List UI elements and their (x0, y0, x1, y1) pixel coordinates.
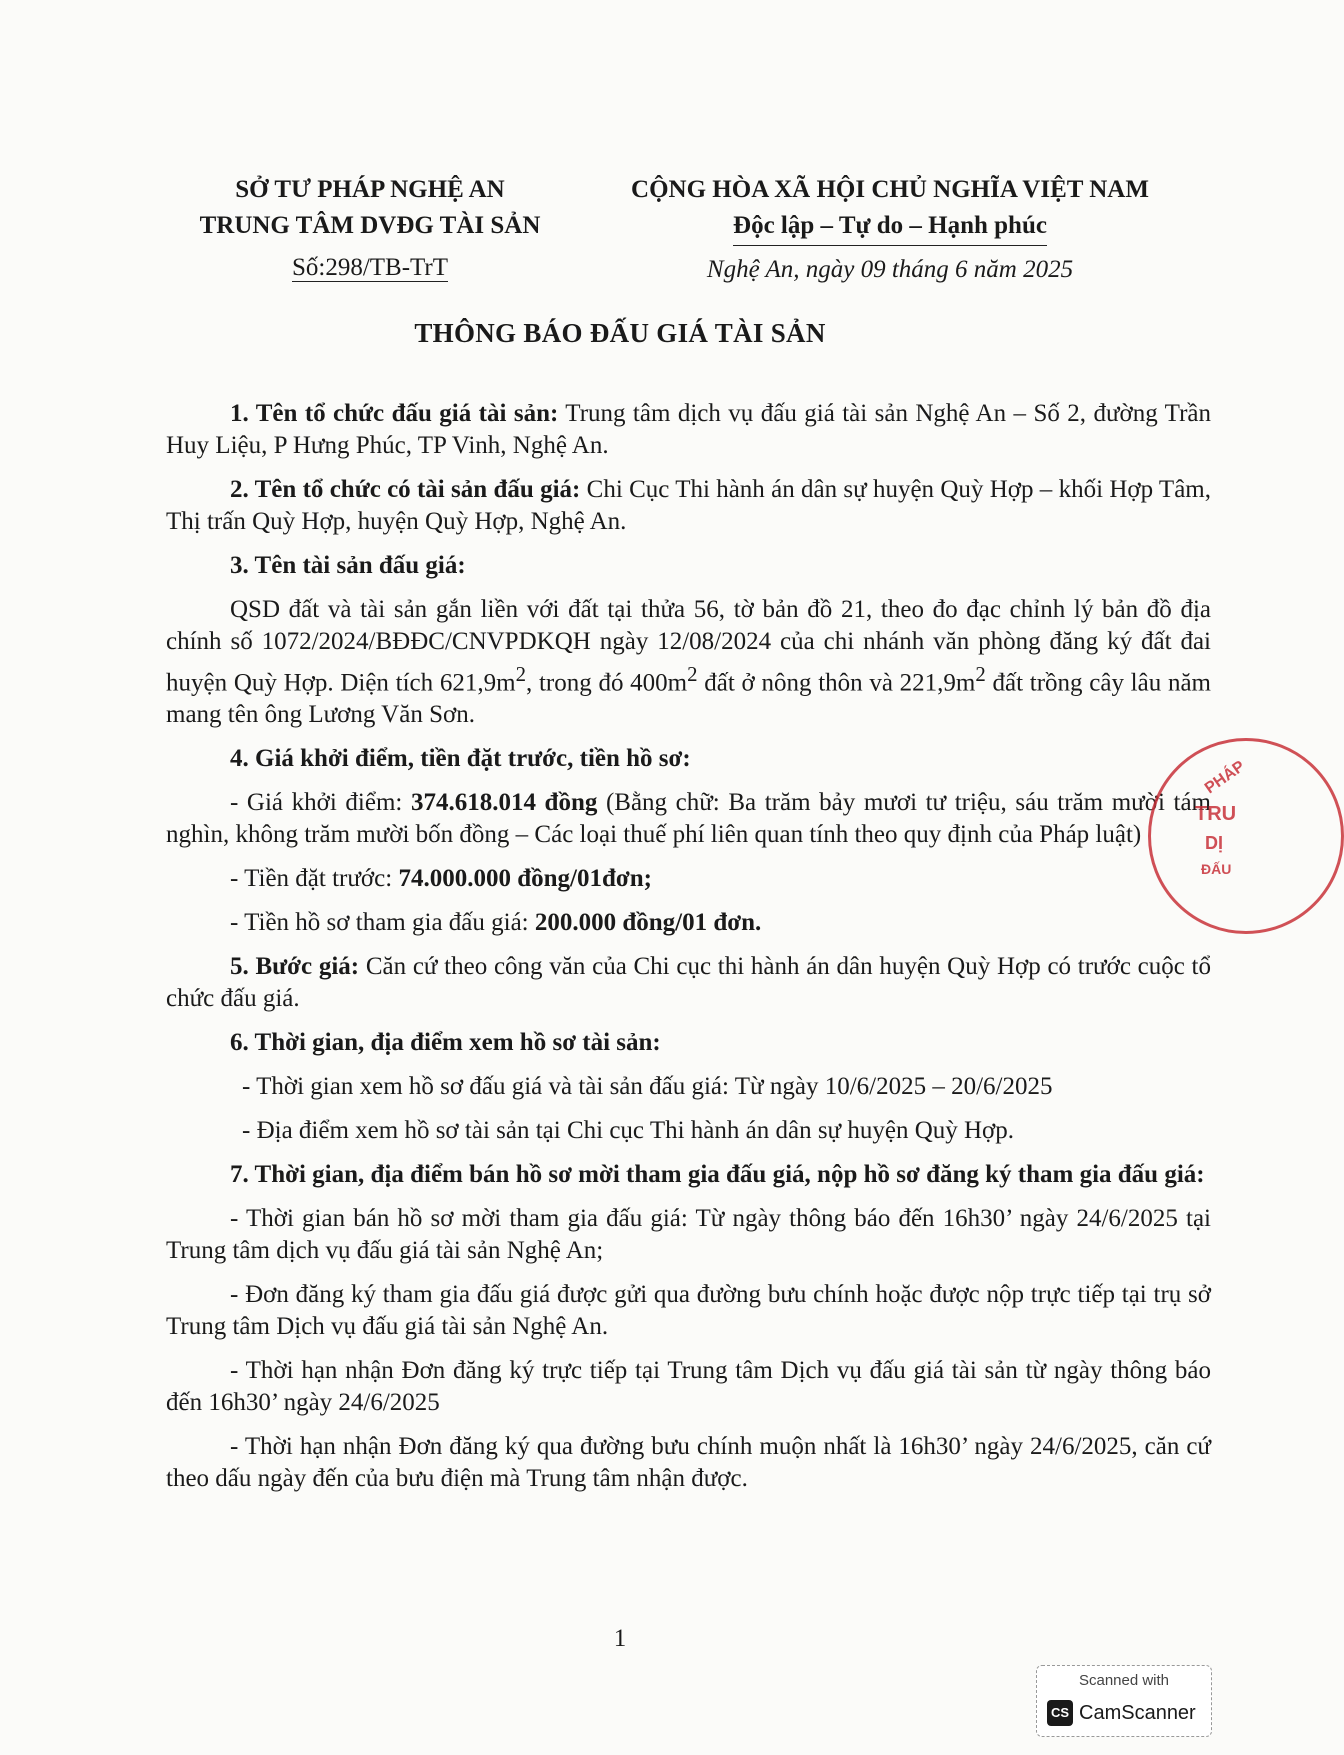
deposit-value: 74.000.000 đồng/01đơn; (398, 865, 652, 893)
section-1 (166, 398, 1211, 462)
section-7-heading (166, 1159, 1211, 1191)
s3-part-a: QSD đất và tài sản gắn liền với đất tại thửa 56, tờ bản đồ 21, theo đo đạc chỉnh lý bản đồ địa chính số 1072/2024/BĐĐC/CNVPDKQH ngày 12/08/2024 của chi nhánh văn phòng đăng ký đất đai huyện Quỳ Hợp. Diện tích 621,9m (166, 596, 1211, 697)
document-number-text: Số:298/TB-TrT (291, 254, 449, 281)
s7-item-2: - Đơn đăng ký tham gia đấu giá được gửi qua đường bưu chính hoặc được nộp trực tiếp tại trụ sở Trung tâm Dịch vụ đấu giá tài sản Nghệ An. (166, 1281, 1211, 1341)
agency-line-1: SỞ TƯ PHÁP NGHỆ AN (235, 176, 505, 203)
section-7-label: 7. Thời gian, địa điểm bán hồ sơ mời tham gia đấu giá, nộp hồ sơ đăng ký tham gia đấu giá: (230, 1161, 1205, 1189)
price-value: 374.618.014 đồng (410, 789, 598, 817)
section-4-label: 4. Giá khởi điểm, tiền đặt trước, tiền hồ sơ: (230, 745, 691, 773)
section-6-label: 6. Thời gian, địa điểm xem hồ sơ tài sản: (230, 1029, 661, 1057)
fee-prefix: - Tiền hồ sơ tham gia đấu giá: (230, 909, 535, 937)
price-text: (Bằng chữ: Ba trăm bảy mươi tư triệu, sáu trăm mười tám nghìn, không trăm mười bốn đồng – Các loại thuế phí liên quan tính theo quy định của Pháp luật) (166, 789, 1211, 849)
section-1-text: Trung tâm dịch vụ đấu giá tài sản Nghệ An – Số 2, đường Trần Huy Liệu, P Hưng Phúc, TP Vinh, Nghệ An. (166, 400, 1211, 459)
national-motto-text: Độc lập – Tự do – Hạnh phúc (733, 208, 1047, 246)
section-3-text (166, 594, 1211, 731)
s3-sup-2: 2 (687, 662, 698, 686)
camscanner-badge (1036, 1665, 1212, 1737)
page-number: 1 (613, 1625, 627, 1652)
starting-price (166, 787, 1211, 851)
section-2 (166, 474, 1211, 538)
scanned-with-text: Scanned with (1078, 1672, 1170, 1689)
agency-line-2: TRUNG TÂM DVĐG TÀI SẢN (199, 212, 541, 239)
dossier-fee (166, 907, 1211, 939)
price-prefix: - Giá khởi điểm: (230, 789, 411, 817)
deposit-prefix: - Tiền đặt trước: (230, 865, 399, 893)
stamp-text-2: TRU (1195, 803, 1237, 825)
section-3-heading (166, 550, 1211, 582)
camscanner-logo-icon: CS (1047, 1700, 1073, 1726)
stamp-text-1: PHÁP (1201, 757, 1249, 798)
section-6-heading (166, 1027, 1211, 1059)
s7-item-1: - Thời gian bán hồ sơ mời tham gia đấu giá: Từ ngày thông báo đến 16h30’ ngày 24/6/2025 tại Trung tâm dịch vụ đấu giá tài sản Nghệ An; (166, 1205, 1211, 1265)
section-1-label: 1. Tên tổ chức đấu giá tài sản: (230, 400, 559, 427)
deposit (166, 863, 1211, 895)
s6-item-2: - Địa điểm xem hồ sơ tài sản tại Chi cục Thi hành án dân sự huyện Quỳ Hợp. (242, 1117, 1015, 1145)
document-number (170, 250, 570, 286)
stamp-text-4: ĐẤU (1201, 861, 1232, 877)
section-2-text: Chi Cục Thi hành án dân sự huyện Quỳ Hợp – khối Hợp Tâm, Thị trấn Quỳ Hợp, huyện Quỳ Hợp, Nghệ An. (166, 476, 1211, 535)
document-date: Nghệ An, ngày 09 tháng 6 năm 2025 (706, 256, 1074, 283)
section-3-label: 3. Tên tài sản đấu giá: (230, 552, 466, 579)
s3-part-d: đất trồng cây lâu năm mang tên ông Lương Văn Sơn. (166, 669, 1211, 729)
section-5 (166, 951, 1211, 1015)
s3-part-b: , trong đó 400m (525, 669, 688, 697)
camscanner-name: CamScanner (1079, 1702, 1196, 1724)
section-4-heading (166, 743, 1211, 775)
s7-item-3: - Thời hạn nhận Đơn đăng ký trực tiếp tại Trung tâm Dịch vụ đấu giá tài sản từ ngày thông báo đến 16h30’ ngày 24/6/2025 (166, 1357, 1211, 1417)
document-title: THÔNG BÁO ĐẤU GIÁ TÀI SẢN (414, 318, 826, 348)
fee-value: 200.000 đồng/01 đơn. (534, 909, 762, 937)
agency-header (170, 172, 570, 286)
national-title: CỘNG HÒA XÃ HỘI CHỦ NGHĨA VIỆT NAM (631, 176, 1149, 203)
s7-item-4: - Thời hạn nhận Đơn đăng ký qua đường bưu chính muộn nhất là 16h30’ ngày 24/6/2025, căn cứ theo dấu ngày đến của bưu điện mà Trung tâm nhận được. (166, 1433, 1211, 1493)
section-5-text: Căn cứ theo công văn của Chi cục thi hành án dân huyện Quỳ Hợp có trước cuộc tổ chức đấu giá. (166, 953, 1211, 1013)
s3-part-c: đất ở nông thôn và 221,9m (697, 669, 976, 697)
official-stamp (1148, 738, 1344, 934)
section-5-label: 5. Bước giá: (230, 953, 360, 981)
s6-item-1: - Thời gian xem hồ sơ đấu giá và tài sản đấu giá: Từ ngày 10/6/2025 – 20/6/2025 (242, 1073, 1053, 1101)
section-2-label: 2. Tên tổ chức có tài sản đấu giá: (230, 476, 581, 503)
s3-sup-1: 2 (515, 662, 526, 686)
national-header (590, 172, 1190, 288)
document-body (166, 398, 1211, 1507)
stamp-text-3: DỊ (1205, 833, 1223, 853)
s3-sup-3: 2 (975, 662, 986, 686)
national-motto (590, 208, 1190, 246)
